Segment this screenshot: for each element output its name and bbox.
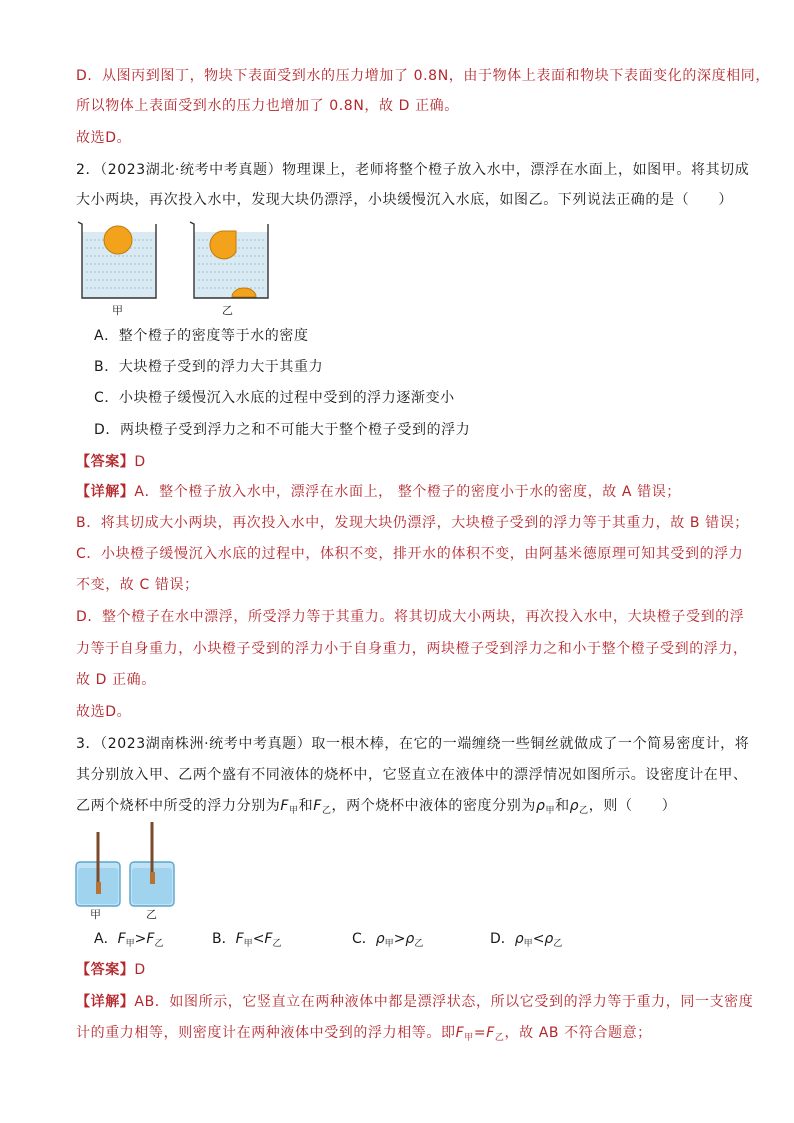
q3-detail-tag: 【详解】 <box>76 994 135 1010</box>
q2-answer-tag: 【答案】 <box>76 454 135 470</box>
q3-choice-c-op: > <box>393 931 406 947</box>
q2-detail-d-line3: 故 D 正确。 <box>76 672 156 688</box>
q2-orange-beakers-figure <box>76 218 276 316</box>
f-jia-symbol: F <box>280 798 290 814</box>
q2-answer-value: D <box>134 454 146 470</box>
q3-choice-a-f1: F <box>117 931 126 947</box>
q3-hydrometer-beakers-figure <box>74 818 184 912</box>
q3-stem-line1: 3．（2023湖南株洲·统考中考真题）取一根木棒，在它的一端缠绕一些铜丝就做成了一个简易密度计，将 <box>76 736 750 752</box>
q3-and-1: 和 <box>298 798 314 814</box>
q3-choice-d-sub2: 乙 <box>553 939 563 949</box>
q3-choice-a[interactable] <box>94 929 163 951</box>
q3-detail-f1: F <box>455 1025 465 1041</box>
rho-jia-sub: 甲 <box>545 806 556 816</box>
q2-stem-line2: 大小两块，再次投入水中，发现大块仍漂浮，小块缓慢沉入水底，如图乙。下列说法正确的是（ ） <box>76 192 733 208</box>
prev-conclusion: 故选D。 <box>76 130 132 146</box>
q3-figure-label-yi: 乙 <box>146 908 157 921</box>
q3-detail-ab-line1 <box>76 992 753 1012</box>
f-yi-sub: 乙 <box>321 806 332 816</box>
q3-detail-ab2-part-a: 计的重力相等，则密度计在两种液体中受到的浮力相等。即 <box>76 1025 456 1041</box>
q3-choice-b-f1: F <box>235 931 244 947</box>
q3-choice-b-sub1: 甲 <box>243 939 253 949</box>
q2-detail-a-text: A．整个橙子放入水中，漂浮在水面上， 整个橙子的密度小于水的密度，故 A 错误； <box>134 484 681 500</box>
q2-detail-b: B．将其切成大小两块，再次投入水中，发现大块仍漂浮，大块橙子受到的浮力等于其重力，故 B 错误； <box>76 515 749 531</box>
q2-option-c[interactable]: C．小块橙子缓慢沉入水底的过程中受到的浮力逐渐变小 <box>94 390 455 406</box>
q2-conclusion: 故选D。 <box>76 704 132 720</box>
q2-detail-tag: 【详解】 <box>76 484 135 500</box>
q3-choice-a-f2: F <box>146 931 155 947</box>
q3-detail-ab-line2 <box>76 1023 652 1045</box>
rho-yi-sub: 乙 <box>579 806 589 816</box>
f-jia-sub: 甲 <box>289 806 299 816</box>
hydrometer-beaker-jia <box>76 832 120 906</box>
q3-choice-b-op: < <box>252 931 265 947</box>
prev-option-d-line1: D．从图丙到图丁，物块下表面受到水的压力增加了 0.8N，由于物体上表面和物块下表面变化的深度相同， <box>76 68 770 84</box>
q3-detail-sub2: 乙 <box>494 1033 505 1043</box>
q2-option-a[interactable]: A．整个橙子的密度等于水的密度 <box>94 328 309 344</box>
q2-detail-c-line1: C．小块橙子缓慢沉入水底的过程中，体积不变，排开水的体积不变，由阿基米德原理可知其受到的浮力 <box>76 546 744 562</box>
q3-choice-d-op: < <box>532 931 545 947</box>
q3-choice-d-sub1: 甲 <box>523 939 533 949</box>
q3-choice-c-r2: ρ <box>405 931 415 947</box>
q3-choice-a-sub2: 乙 <box>154 939 164 949</box>
q3-choice-c-prefix: C． <box>352 931 376 947</box>
q3-choice-b-f2: F <box>264 931 273 947</box>
q3-choice-b-prefix: B． <box>212 931 236 947</box>
q3-detail-ab2-part-b: ，故 AB 不符合题意； <box>504 1025 652 1041</box>
q3-choice-d[interactable] <box>490 929 562 951</box>
q3-stem-line2: 其分别放入甲、乙两个盛有不同液体的烧杯中，它竖直立在液体中的漂浮情况如图所示。设密度计在甲、 <box>76 767 748 783</box>
q2-answer <box>76 452 146 472</box>
rho-jia-symbol: ρ <box>535 798 546 814</box>
q3-choice-b[interactable] <box>212 929 282 951</box>
f-yi-symbol: F <box>313 798 322 814</box>
prev-option-d-line2: 所以物体上表面受到水的压力也增加了 0.8N，故 D 正确。 <box>76 98 459 114</box>
q2-stem-line1: 2．（2023湖北·统考中考真题）物理课上，老师将整个橙子放入水中，漂浮在水面上，如图甲。将其切成 <box>76 162 750 178</box>
q2-figure-label-jia: 甲 <box>112 304 123 317</box>
hydrometer-beaker-yi <box>130 822 174 906</box>
q3-and-2: 和 <box>555 798 570 814</box>
q3-choice-b-sub2: 乙 <box>272 939 282 949</box>
q3-answer-tag: 【答案】 <box>76 962 135 978</box>
q2-detail-d-line2: 力等于自身重力，小块橙子受到的浮力小于自身重力，两块橙子受到浮力之和小于整个橙子受到的浮力， <box>76 641 748 657</box>
q3-choice-c-sub1: 甲 <box>384 939 394 949</box>
q2-option-b[interactable]: B．大块橙子受到的浮力大于其重力 <box>94 359 324 375</box>
q3-stem-line3-part-a: 乙两个烧杯中所受的浮力分别为 <box>76 798 281 814</box>
beaker-yi <box>190 222 268 298</box>
q3-detail-f2: F <box>486 1025 495 1041</box>
q3-answer-value: D <box>134 962 146 978</box>
q3-choice-a-op: > <box>134 931 147 947</box>
q2-option-d[interactable]: D．两块橙子受到浮力之和不可能大于整个橙子受到的浮力 <box>94 422 471 438</box>
q3-choice-a-sub1: 甲 <box>125 939 135 949</box>
q2-detail-d-line1: D．整个橙子在水中漂浮，所受浮力等于其重力。将其切成大小两块，再次投入水中，大块橙子受到的浮 <box>76 609 745 625</box>
q3-figure-label-jia: 甲 <box>90 908 101 921</box>
q3-answer <box>76 960 146 980</box>
q3-choice-c[interactable] <box>352 929 423 951</box>
q3-choice-a-prefix: A． <box>94 931 118 947</box>
q3-choice-d-r1: ρ <box>514 931 524 947</box>
q3-stem-line3-part-b: ，两个烧杯中液体的密度分别为 <box>331 798 536 814</box>
beaker-jia <box>78 222 156 298</box>
q3-detail-sub1: 甲 <box>464 1033 474 1043</box>
q3-detail-eq: = <box>473 1025 487 1041</box>
q3-stem-line3-part-c: ，则（ ） <box>588 798 677 814</box>
q3-detail-ab1-text: AB．如图所示，它竖直立在两种液体中都是漂浮状态，所以它受到的浮力等于重力，同一支密度 <box>134 994 754 1010</box>
rho-yi-symbol: ρ <box>569 798 580 814</box>
q3-choice-d-prefix: D． <box>490 931 515 947</box>
q3-choice-c-sub2: 乙 <box>414 939 424 949</box>
q3-stem-line3 <box>76 796 676 818</box>
q2-detail-a <box>76 482 681 502</box>
q2-detail-c-line2: 不变，故 C 错误； <box>76 577 199 593</box>
q3-choice-c-r1: ρ <box>375 931 385 947</box>
q3-choice-d-r2: ρ <box>544 931 554 947</box>
q2-figure-label-yi: 乙 <box>222 304 233 317</box>
